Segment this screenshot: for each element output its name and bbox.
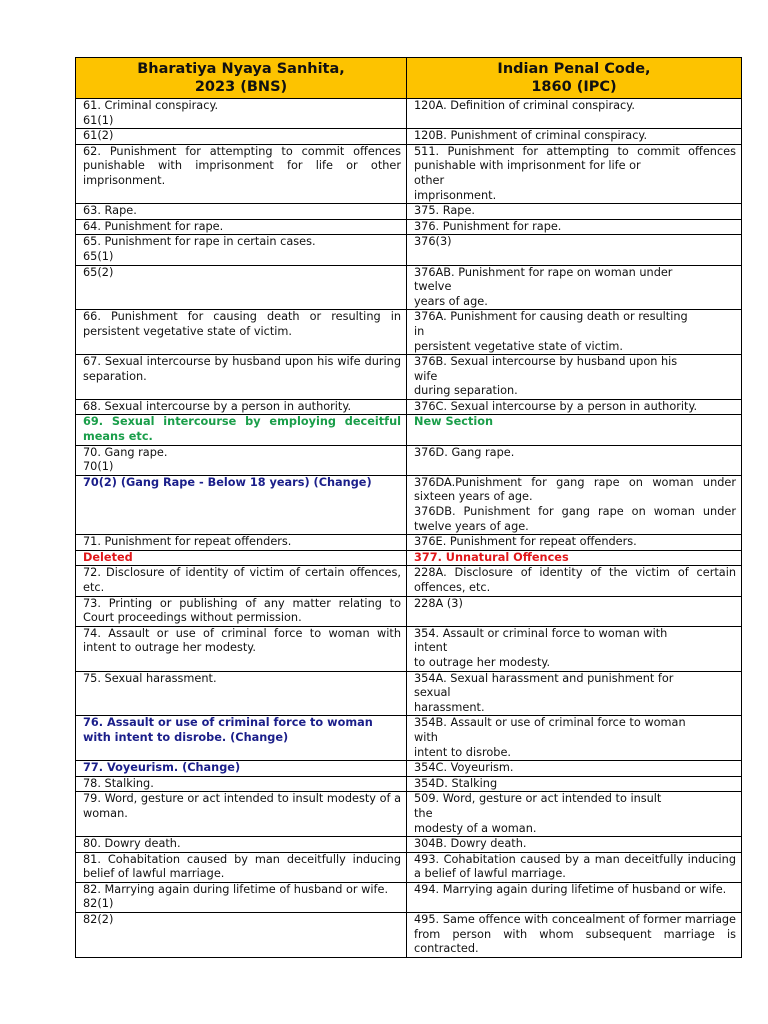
bns-cell: 63. Rape. [76,204,407,220]
table-row [76,882,742,912]
bns-cell: 79. Word, gesture or act intended to insult modesty of a woman. [76,792,407,837]
bns-cell: 61(2) [76,129,407,145]
ipc-cell: 495. Same offence with concealment of former marriage from person with whom subsequent marriage is contracted. [407,913,742,958]
ipc-cell-new-section: New Section [407,415,742,445]
ipc-cell: 376B. Sexual intercourse by husband upon his wife during separation. [407,355,742,400]
ipc-cell: 376. Punishment for rape. [407,219,742,235]
ipc-cell: 511. Punishment for attempting to commit offences punishable with imprisonment for life or other imprisonment. [407,144,742,203]
bns-cell-changed: 70(2) (Gang Rape - Below 18 years) (Change) [76,475,407,534]
bns-cell: 80. Dowry death. [76,837,407,853]
ipc-cell: 228A. Disclosure of identity of the victim of certain offences, etc. [407,566,742,596]
table-row [76,129,742,145]
ipc-column-header: Indian Penal Code, 1860 (IPC) [407,58,742,99]
table-row [76,399,742,415]
ipc-cell: 376A. Punishment for causing death or resulting in persistent vegetative state of victim. [407,310,742,355]
table-row [76,761,742,777]
ipc-cell: 228A (3) [407,596,742,626]
bns-cell: 81. Cohabitation caused by man deceitfully inducing belief of lawful marriage. [76,852,407,882]
bns-cell: 82. Marrying again during lifetime of husband or wife. 82(1) [76,882,407,912]
bns-ipc-comparison-table [75,57,742,958]
bns-cell: 61. Criminal conspiracy. 61(1) [76,99,407,129]
bns-cell: 78. Stalking. [76,776,407,792]
table-row [76,235,742,265]
table-row [76,265,742,310]
table-row [76,445,742,475]
comparison-table-container [75,57,741,958]
ipc-cell: 376E. Punishment for repeat offenders. [407,535,742,551]
bns-cell-new: 69. Sexual intercourse by employing deceitful means etc. [76,415,407,445]
ipc-cell: 354A. Sexual harassment and punishment for sexual harassment. [407,671,742,716]
ipc-cell: 354C. Voyeurism. [407,761,742,777]
table-row [76,355,742,400]
bns-cell: 70. Gang rape. 70(1) [76,445,407,475]
table-row [76,913,742,958]
table-row [76,219,742,235]
table-row [76,566,742,596]
ipc-cell: 304B. Dowry death. [407,837,742,853]
ipc-cell: 354B. Assault or use of criminal force to woman with intent to disrobe. [407,716,742,761]
ipc-cell: 376(3) [407,235,742,265]
bns-cell: 72. Disclosure of identity of victim of certain offences, etc. [76,566,407,596]
bns-cell: 74. Assault or use of criminal force to woman with intent to outrage her modesty. [76,626,407,671]
ipc-cell: 494. Marrying again during lifetime of husband or wife. [407,882,742,912]
bns-cell: 73. Printing or publishing of any matter relating to Court proceedings without permission. [76,596,407,626]
table-row [76,837,742,853]
ipc-cell: 493. Cohabitation caused by a man deceitfully inducing a belief of lawful marriage. [407,852,742,882]
table-row [76,204,742,220]
table-row [76,671,742,716]
table-row [76,716,742,761]
bns-cell: 82(2) [76,913,407,958]
table-row [76,99,742,129]
table-row [76,596,742,626]
bns-cell: 75. Sexual harassment. [76,671,407,716]
ipc-cell: 354D. Stalking [407,776,742,792]
table-header-row [76,58,742,99]
bns-cell-changed: 77. Voyeurism. (Change) [76,761,407,777]
table-row [76,475,742,534]
bns-cell: 71. Punishment for repeat offenders. [76,535,407,551]
ipc-cell: 120A. Definition of criminal conspiracy. [407,99,742,129]
table-row [76,776,742,792]
ipc-cell: 376D. Gang rape. [407,445,742,475]
table-row [76,415,742,445]
table-row [76,626,742,671]
bns-cell: 68. Sexual intercourse by a person in authority. [76,399,407,415]
ipc-cell: 375. Rape. [407,204,742,220]
bns-cell: 62. Punishment for attempting to commit offences punishable with imprisonment for life or other imprisonment. [76,144,407,203]
table-row [76,535,742,551]
table-row [76,792,742,837]
ipc-cell: 376AB. Punishment for rape on woman under twelve years of age. [407,265,742,310]
bns-cell: 66. Punishment for causing death or resulting in persistent vegetative state of victim. [76,310,407,355]
bns-cell: 65(2) [76,265,407,310]
ipc-cell: 509. Word, gesture or act intended to insult the modesty of a woman. [407,792,742,837]
ipc-cell-deleted: 377. Unnatural Offences [407,550,742,566]
bns-cell: 64. Punishment for rape. [76,219,407,235]
bns-cell: 67. Sexual intercourse by husband upon his wife during separation. [76,355,407,400]
table-row [76,852,742,882]
ipc-cell: 376DA.Punishment for gang rape on woman under sixteen years of age. 376DB. Punishment for gang rape on woman under twelve years of age. [407,475,742,534]
bns-cell-changed: 76. Assault or use of criminal force to woman with intent to disrobe. (Change) [76,716,407,761]
table-row [76,310,742,355]
table-row [76,144,742,203]
bns-column-header: Bharatiya Nyaya Sanhita, 2023 (BNS) [76,58,407,99]
table-row [76,550,742,566]
ipc-cell: 376C. Sexual intercourse by a person in authority. [407,399,742,415]
ipc-cell: 120B. Punishment of criminal conspiracy. [407,129,742,145]
bns-cell: 65. Punishment for rape in certain cases. 65(1) [76,235,407,265]
bns-cell-deleted: Deleted [76,550,407,566]
ipc-cell: 354. Assault or criminal force to woman with intent to outrage her modesty. [407,626,742,671]
